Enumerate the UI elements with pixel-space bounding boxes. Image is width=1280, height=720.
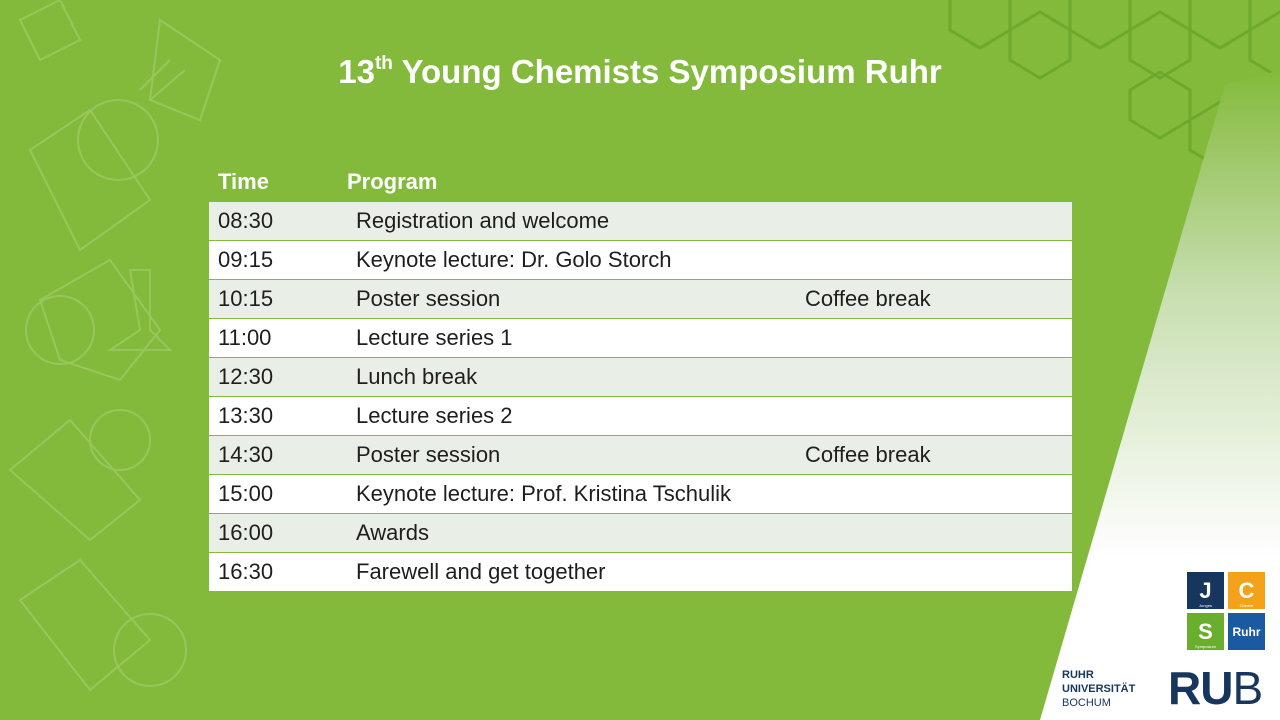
rub-mark-end: B — [1232, 662, 1263, 714]
cell-time: 09:15 — [218, 247, 274, 272]
logo-tile-c — [1228, 572, 1265, 609]
cell-time: 14:30 — [218, 442, 274, 467]
table-header — [209, 162, 1072, 201]
table-row — [209, 474, 1072, 513]
slide-title — [0, 52, 1280, 92]
table-row — [209, 513, 1072, 552]
cell-time: 15:00 — [218, 481, 274, 506]
logo-tile-j — [1187, 572, 1224, 609]
cell-time: 12:30 — [218, 364, 274, 389]
table-row — [209, 435, 1072, 474]
schedule-table — [209, 162, 1072, 591]
logo-tile-ruhr — [1228, 613, 1265, 650]
cell-program: Lecture series 2 — [356, 403, 513, 428]
cell-program: Lecture series 1 — [356, 325, 513, 350]
rub-logo — [1058, 664, 1280, 720]
cell-time: 08:30 — [218, 208, 274, 233]
logo-sub-s: Symposium — [1195, 644, 1216, 649]
logo-word-ruhr: Ruhr — [1232, 624, 1261, 639]
flask-pattern-icon — [10, 0, 220, 690]
logo-sub-c: Chemie — [1239, 603, 1254, 608]
table-row — [209, 279, 1072, 318]
logo-letter-s: S — [1198, 618, 1213, 644]
cell-time: 16:30 — [218, 559, 274, 584]
cell-program: Registration and welcome — [356, 208, 610, 233]
cell-program: Awards — [356, 520, 429, 545]
table-row — [209, 201, 1072, 240]
cell-note: Coffee break — [805, 286, 931, 311]
cell-time: 13:30 — [218, 403, 274, 428]
cell-note: Coffee break — [805, 442, 931, 467]
table-row — [209, 552, 1072, 591]
rub-wordmark — [1168, 662, 1262, 714]
rub-logo-text — [1062, 668, 1135, 710]
rub-line-3: BOCHUM — [1062, 697, 1111, 709]
jcs-ruhr-logo — [1187, 572, 1265, 650]
title-text: Young Chemists Symposium Ruhr — [392, 53, 942, 90]
cell-program: Poster session — [356, 286, 501, 311]
rub-mark-main: RU — [1168, 662, 1233, 714]
header-time: Time — [218, 168, 269, 194]
header-program: Program — [347, 168, 438, 194]
cell-time: 16:00 — [218, 520, 274, 545]
cell-program: Keynote lecture: Prof. Kristina Tschulik — [356, 481, 731, 506]
logo-letter-j: J — [1199, 577, 1212, 603]
table-row — [209, 357, 1072, 396]
title-superscript: th — [374, 53, 393, 74]
cell-program: Farewell and get together — [356, 559, 606, 584]
logo-letter-c: C — [1238, 577, 1255, 603]
title-number: 13 — [338, 53, 375, 90]
table-row — [209, 396, 1072, 435]
cell-time: 11:00 — [218, 325, 272, 350]
table-row — [209, 240, 1072, 279]
rub-line-1: RUHR — [1062, 669, 1094, 681]
logo-sub-j: Junges — [1199, 603, 1212, 608]
cell-program: Lunch break — [356, 364, 478, 389]
cell-program: Keynote lecture: Dr. Golo Storch — [356, 247, 672, 272]
logo-tile-s — [1187, 613, 1224, 650]
table-row — [209, 318, 1072, 357]
table-body — [209, 201, 1072, 591]
rub-line-2: UNIVERSITÄT — [1062, 683, 1136, 695]
cell-time: 10:15 — [218, 286, 274, 311]
cell-program: Poster session — [356, 442, 501, 467]
